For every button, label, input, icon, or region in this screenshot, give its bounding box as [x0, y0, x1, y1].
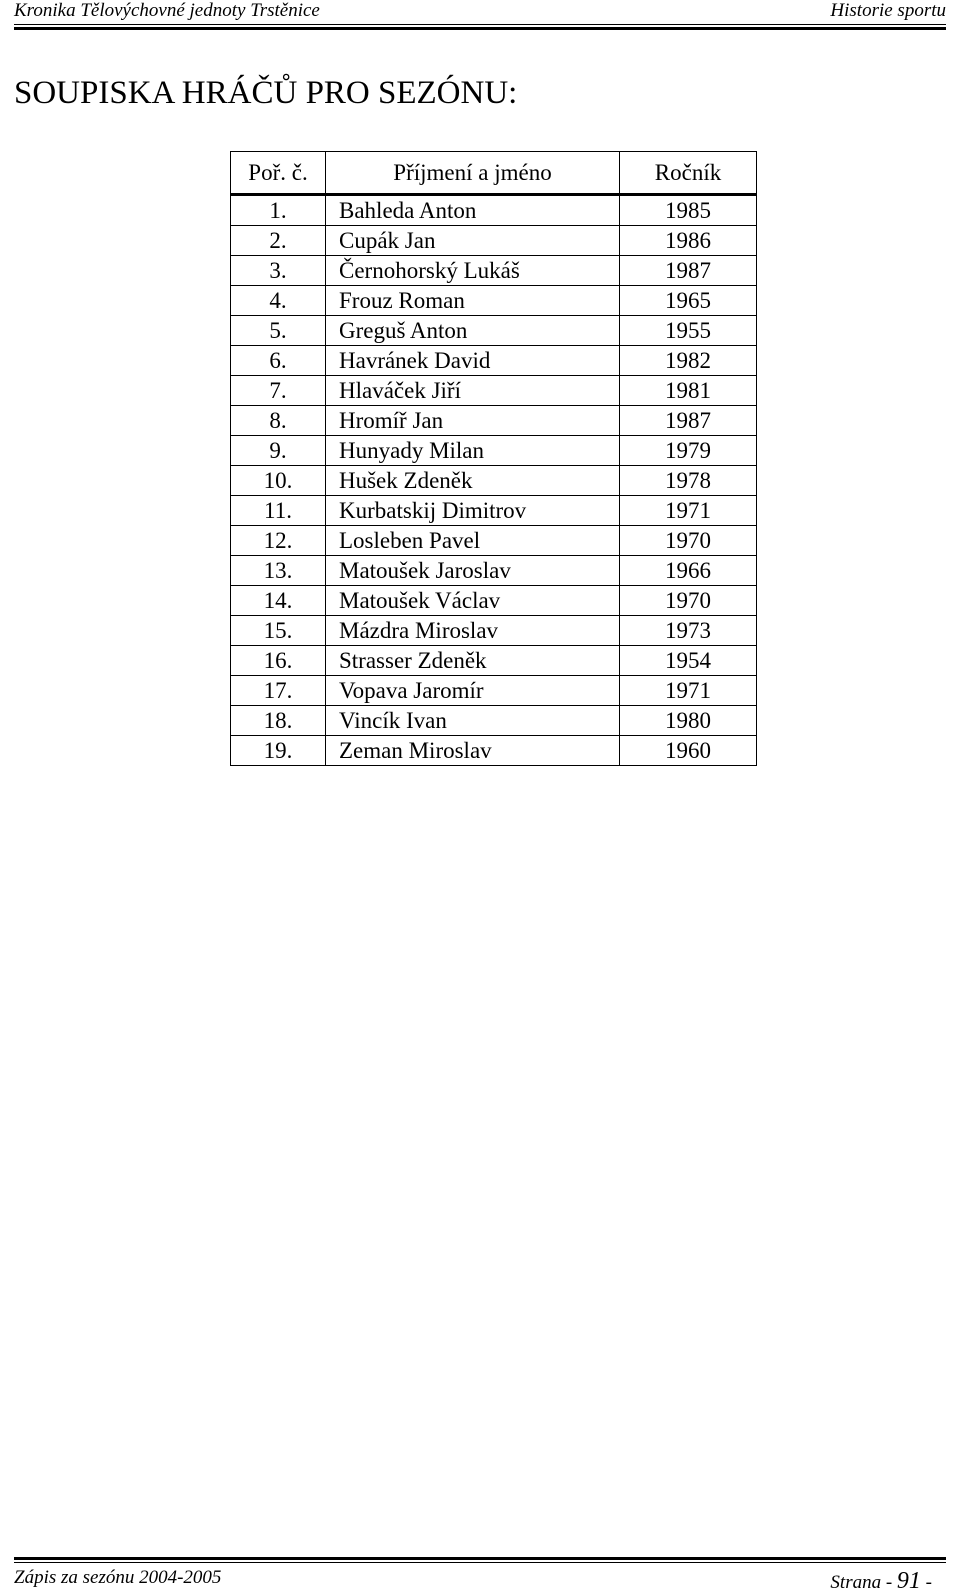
- row-order-cell: 17.: [231, 676, 326, 706]
- row-year-cell: 1986: [620, 226, 757, 256]
- table-row: [231, 556, 757, 586]
- column-header-year: Ročník: [620, 152, 757, 195]
- table-row: [231, 436, 757, 466]
- header-section-title: Historie sportu: [830, 0, 946, 21]
- footer-page-number: 91: [896, 1568, 921, 1594]
- row-year-cell: 1973: [620, 616, 757, 646]
- row-name-cell: Hunyady Milan: [326, 436, 620, 466]
- table-row: [231, 376, 757, 406]
- row-year-cell: 1979: [620, 436, 757, 466]
- header-divider-thin: [14, 24, 946, 25]
- row-order-cell: 15.: [231, 616, 326, 646]
- table-row: [231, 586, 757, 616]
- footer-page-prefix: Strana -: [830, 1572, 897, 1593]
- row-order-cell: 16.: [231, 646, 326, 676]
- row-year-cell: 1982: [620, 346, 757, 376]
- table-row: [231, 226, 757, 256]
- row-name-cell: Vincík Ivan: [326, 706, 620, 736]
- header-chronicle-title: Kronika Tělovýchovné jednoty Trstěnice: [14, 0, 320, 21]
- table-row: [231, 616, 757, 646]
- row-year-cell: 1954: [620, 646, 757, 676]
- table-row: [231, 496, 757, 526]
- table-row: [231, 646, 757, 676]
- table-row: [231, 736, 757, 766]
- row-order-cell: 6.: [231, 346, 326, 376]
- footer-season-note: Zápis za sezónu 2004-2005: [14, 1567, 222, 1588]
- player-roster-table: [230, 151, 757, 766]
- row-year-cell: 1985: [620, 195, 757, 226]
- row-name-cell: Vopava Jaromír: [326, 676, 620, 706]
- row-name-cell: Černohorský Lukáš: [326, 256, 620, 286]
- row-year-cell: 1981: [620, 376, 757, 406]
- row-year-cell: 1965: [620, 286, 757, 316]
- footer-page-label: [830, 1570, 932, 1594]
- row-order-cell: 12.: [231, 526, 326, 556]
- row-name-cell: Hromíř Jan: [326, 406, 620, 436]
- row-year-cell: 1955: [620, 316, 757, 346]
- row-year-cell: 1970: [620, 586, 757, 616]
- row-name-cell: Strasser Zdeněk: [326, 646, 620, 676]
- row-order-cell: 8.: [231, 406, 326, 436]
- table-row: [231, 706, 757, 736]
- row-name-cell: Frouz Roman: [326, 286, 620, 316]
- row-year-cell: 1970: [620, 526, 757, 556]
- table-row: [231, 195, 757, 226]
- row-order-cell: 10.: [231, 466, 326, 496]
- row-name-cell: Hlaváček Jiří: [326, 376, 620, 406]
- footer-divider-thick: [14, 1557, 946, 1560]
- header-divider-thick: [14, 27, 946, 30]
- row-name-cell: Losleben Pavel: [326, 526, 620, 556]
- row-order-cell: 14.: [231, 586, 326, 616]
- table-row: [231, 316, 757, 346]
- row-year-cell: 1960: [620, 736, 757, 766]
- row-year-cell: 1987: [620, 406, 757, 436]
- row-order-cell: 18.: [231, 706, 326, 736]
- table-row: [231, 346, 757, 376]
- row-order-cell: 1.: [231, 195, 326, 226]
- row-order-cell: 9.: [231, 436, 326, 466]
- row-name-cell: Hušek Zdeněk: [326, 466, 620, 496]
- row-order-cell: 11.: [231, 496, 326, 526]
- row-order-cell: 3.: [231, 256, 326, 286]
- row-name-cell: Cupák Jan: [326, 226, 620, 256]
- table-row: [231, 256, 757, 286]
- row-year-cell: 1987: [620, 256, 757, 286]
- row-name-cell: Matoušek Jaroslav: [326, 556, 620, 586]
- row-name-cell: Mázdra Miroslav: [326, 616, 620, 646]
- footer-divider-thin: [14, 1562, 946, 1563]
- row-order-cell: 19.: [231, 736, 326, 766]
- table-row: [231, 676, 757, 706]
- row-year-cell: 1966: [620, 556, 757, 586]
- row-name-cell: Greguš Anton: [326, 316, 620, 346]
- page-title: SOUPISKA HRÁČŮ PRO SEZÓNU:: [14, 75, 518, 111]
- row-order-cell: 7.: [231, 376, 326, 406]
- table-row: [231, 526, 757, 556]
- table-row: [231, 406, 757, 436]
- row-order-cell: 13.: [231, 556, 326, 586]
- row-year-cell: 1971: [620, 676, 757, 706]
- footer-page-suffix: -: [920, 1572, 932, 1593]
- column-header-name: Příjmení a jméno: [326, 152, 620, 195]
- table-body: [231, 195, 757, 766]
- row-name-cell: Havránek David: [326, 346, 620, 376]
- row-year-cell: 1971: [620, 496, 757, 526]
- row-name-cell: Kurbatskij Dimitrov: [326, 496, 620, 526]
- table-row: [231, 286, 757, 316]
- table-row: [231, 466, 757, 496]
- table-header-row: [231, 152, 757, 195]
- row-year-cell: 1978: [620, 466, 757, 496]
- column-header-order: Poř. č.: [231, 152, 326, 195]
- row-name-cell: Bahleda Anton: [326, 195, 620, 226]
- row-year-cell: 1980: [620, 706, 757, 736]
- row-name-cell: Matoušek Václav: [326, 586, 620, 616]
- row-order-cell: 5.: [231, 316, 326, 346]
- row-name-cell: Zeman Miroslav: [326, 736, 620, 766]
- row-order-cell: 4.: [231, 286, 326, 316]
- row-order-cell: 2.: [231, 226, 326, 256]
